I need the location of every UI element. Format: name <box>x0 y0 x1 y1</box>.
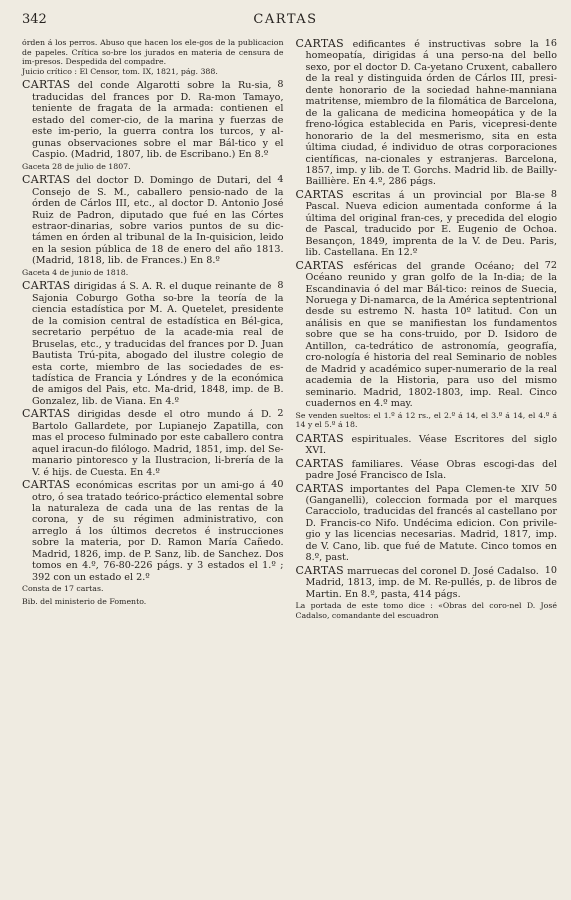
entry-note: Juicio crítico : El Censor, tom. IX, 1821, pág. 388. <box>22 66 218 76</box>
entry-text: del conde Algarotti sobre la Ru-sia, traducidas del frances por D. Ra-mon Tamayo, teniente de fragata de la armada: contienen el estado del comer-cio, de la marina y fuerzas de este im-perio, la guerra contra los turcos, y al-gunas observaciones sobre el mar Bál-tico y el Caspio. (Madrid, 1807, lib. de Escribano.) En 8.º <box>32 80 284 161</box>
entry-text: edificantes é instructivas sobre la homeopatía, dirigidas á una perso-na del bello sexo, por el doctor D. Ca-yetano Cruxent, caballero de la real y distinguida órden de Cárlos III, presi-dente honorario de la sociedad hahne-manniana matritense, miembro de la filomática de Barcelona, de la galicana de medicina homeopática y de la freno-lógica establecida en Paris, vicepresi-dente honorario de la del mesmerismo, sita en esta última ciudad, é individuo de otras corporaciones científicas, na-cionales y estranjeras. Barcelona, 1857, imp. y lib. de T. Gorchs. Madrid lib. de Bailly-Baillière. En 4.º, 286 págs. <box>305 39 557 188</box>
running-title: CARTAS <box>253 12 318 27</box>
catalog-entry <box>22 408 284 478</box>
page-number: 342 <box>22 12 47 27</box>
entry-heading: CARTAS <box>295 481 344 495</box>
entry-heading: CARTAS <box>22 279 71 293</box>
entry-text: del doctor D. Domingo de Dutari, del Consejo de S. M., caballero pensio-nado de la órden de Cárlos III, etc., al doctor D. Antonio José Ruiz de Padron, diputado que fué en las Córtes estraor-dinarias, sobre varios puntos de su dic-támen en órden al tribunal de la In-quisicion, leido en la sesion pública de 18 de enero del año 1813. (Madrid, 1818, lib. de Frances.) En 8.º <box>32 175 284 267</box>
entry-heading: CARTAS <box>22 407 71 421</box>
entry-heading: CARTAS <box>295 431 344 445</box>
entry-text: familiares. Véase Obras escogi-das del padre José Francisco de Isla. <box>305 458 557 482</box>
entry-heading: CARTAS <box>295 37 344 50</box>
entry-price: 8 <box>550 188 557 200</box>
entry-heading: CARTAS <box>295 456 344 470</box>
catalog-entry <box>22 174 284 267</box>
entry-price: 8 <box>277 79 284 91</box>
catalog-entry <box>22 79 284 160</box>
entry-note: Gaceta 28 de julio de 1807. <box>22 161 131 171</box>
entry-price: 72 <box>544 259 557 271</box>
entry-price: 4 <box>277 174 284 186</box>
catalog-entry <box>22 280 284 407</box>
entry-note: Bib. del ministerio de Fomento. <box>22 596 147 606</box>
entry-text: marruecas del coronel D. José Cadalso. Madrid, 1813, imp. de M. Re-pullés, p. de libros de Martin. En 8.º, pasta, 414 págs. <box>305 565 557 600</box>
entry-price: 10 <box>544 564 557 576</box>
catalog-entry <box>296 260 558 410</box>
entry-text: dirigidas desde el otro mundo á D. Bartolo Gallardete, por Lupianejo Zapatilla, con mas el proceso fulminado por este caballero contra aquel iracun-do filólogo. Madrid, 1851, imp. del Se-manario pintoresco y la Ilustracion, li-brería de la V. é hijs. de Cuesta. En 4.º <box>32 409 284 478</box>
entry-text: escritas á un provincial por Bla-se Pascal. Nueva edicion aumentada conforme á la última del original fran-ces, y precedida del elogio de Pascal, traducido por E. Eugenio de Ochoa. Besançon, 1849, imprenta de la V. de Deu. Paris, lib. Castellana. En 12.º <box>305 189 557 259</box>
entry-heading: CARTAS <box>22 478 71 492</box>
entry-note: Consta de 17 cartas. <box>22 584 104 594</box>
entry-heading: CARTAS <box>295 258 344 272</box>
entry-text: espirituales. Véase Escritores del siglo XVI. <box>305 433 557 457</box>
entry-text: importantes del Papa Clemen-te XIV (Ganganelli), coleccion formada por el marques Caracciolo, traducidas del francés al castellano por D. Francis-co Nifo. Undécima edicion. Con privile-gio y las licencias necesarias. Madrid, 1817, imp. de V. Cano, lib. que fué de Matute. Cinco tomos en 8.º, past. <box>305 483 557 564</box>
catalog-entry <box>296 565 558 600</box>
entry-note: La portada de este tomo dice : «Obras del coro-nel D. José Cadalso, comandante del escuadron <box>295 601 557 620</box>
entry-price: 8 <box>277 280 284 292</box>
entry-text: económicas escritas por un ami-go á otro, ó sea tratado teórico-práctico elemental sobre la naturaleza de cada una de las rentas de la corona, y de su régimen administrativo, con arreglo á los últimos decretos é instrucciones sobre la materia, por D. Ramon María Cañedo. Madrid, 1826, imp. de P. Sanz, lib. de Sanchez. Dos tomos en 4.º, 76-80-226 págs. y 3 estados el 1.º ; 392 con un estado el 2.º <box>32 480 284 583</box>
left-column <box>22 38 284 623</box>
catalog-entry <box>296 458 558 482</box>
entry-text: esféricas del grande Océano; del Océano reunido y gran golfo de la In-dia; de la Escandinavia ó del mar Bál-tico: reinos de Suecia, Noruega y Di-namarca, de la América septentrional desde su estremo N. hasta 10º latitud. Con un análisis en que se manifiestan los fundamentos sobre que se ha cons-truido, por D. Isidoro de Antillon, ca-tedrático de astronomía, geografía, cro-nología é historia del real Seminario de nobles de Madrid y académico super-numerario de la real academia de la Historia, para uso del mismo seminario. Madrid, 1802-1803, imp. Real. Cinco cuadernos en 4.º may. <box>305 260 557 410</box>
entry-note: Se venden sueltos: el 1.º á 12 rs., el 2.º á 14, el 3.º á 14, el 4.º á 14 y el 5.º á 18. <box>295 410 557 430</box>
entry-heading: CARTAS <box>22 78 71 92</box>
right-column <box>296 38 558 623</box>
entry-note: Gaceta 4 de junio de 1818. <box>22 267 129 277</box>
catalog-entry <box>296 433 558 457</box>
text-columns <box>22 38 557 623</box>
catalog-entry <box>296 38 558 188</box>
catalog-entry <box>296 189 558 259</box>
entry-heading: CARTAS <box>295 187 344 201</box>
continued-text: órden á los perros. Abuso que hacen los ele-gos de la publicacion de papeles. Crítica so-bre los jurados en materia de censura de im-presos. Despedida del compadre. <box>22 38 284 67</box>
entry-price: 2 <box>277 408 284 420</box>
catalog-entry <box>22 479 284 583</box>
entry-heading: CARTAS <box>22 173 71 187</box>
entry-price: 50 <box>544 482 557 494</box>
entry-price: 40 <box>271 479 284 491</box>
entry-price: 16 <box>544 38 557 49</box>
entry-heading: CARTAS <box>295 563 344 577</box>
catalog-entry <box>296 483 558 564</box>
entry-text: dirigidas á S. A. R. el duque reinante de Sajonia Coburgo Gotha so-bre la teoría de la ciencia estadística por M. A. Quetelet, presidente de la comision central de estadística en Bél-gica, secretario perpétuo de la acade-mia real de Bruselas, etc., y traducidas del frances por D. Juan Bautista Trú-pita, abogado del ilustre colegio de esta corte, miembro de las sociedades de es-tadística de Francia y Lóndres y de la económica de amigos del Pais, etc. Ma-drid, 1848, imp. de B. Gonzalez, lib. de Viana. En 4.º <box>32 281 284 407</box>
